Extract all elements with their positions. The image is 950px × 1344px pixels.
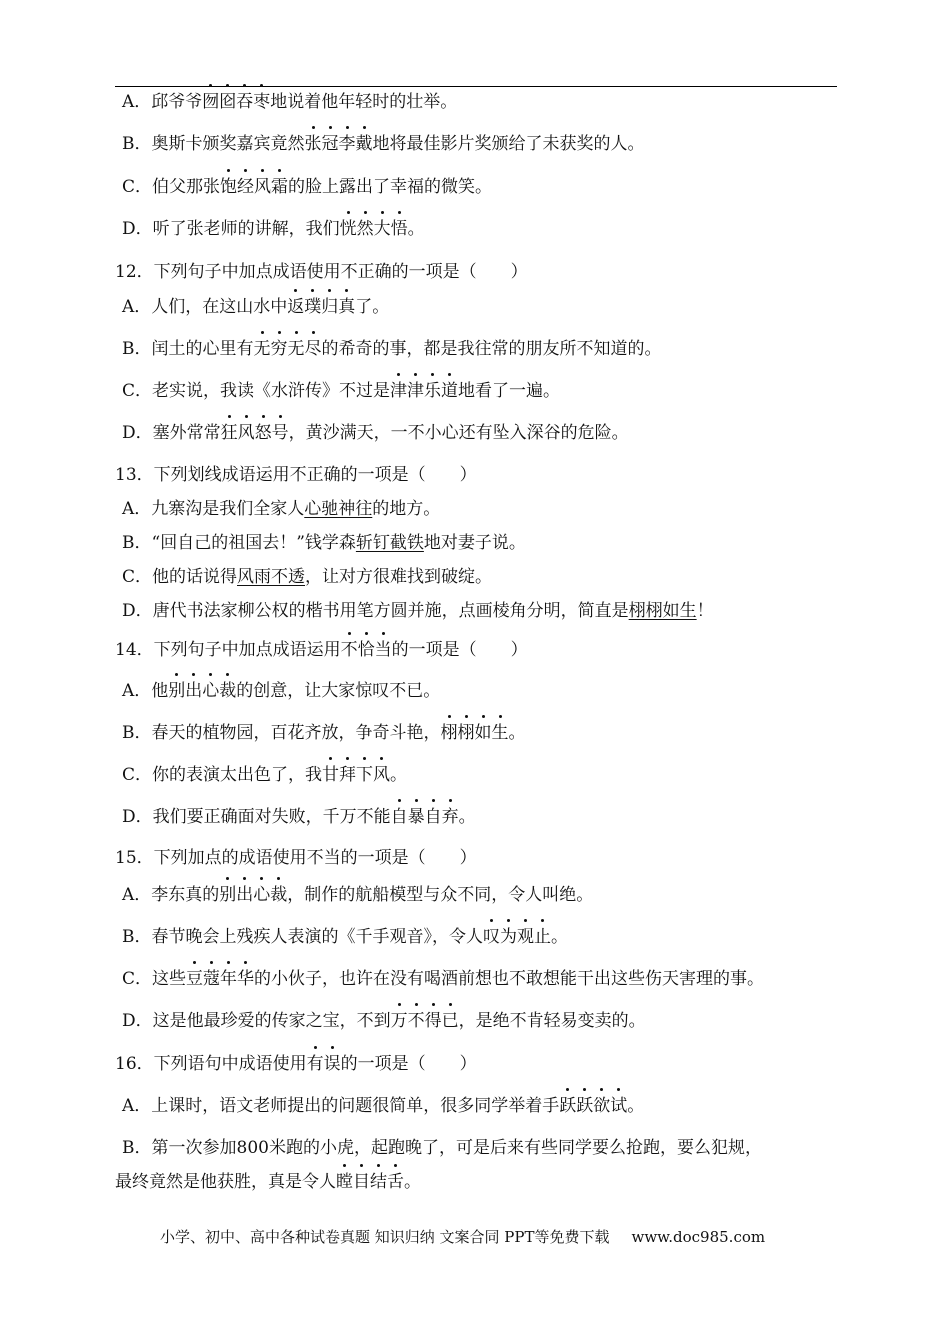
option-text: 他的话说得: [152, 567, 238, 587]
option-text: 地看了一遍。: [458, 381, 561, 401]
option-q15-0: [122, 883, 852, 907]
dotted-idiom-char: 号: [271, 423, 289, 443]
option-q12-0: [122, 295, 852, 319]
option-text: 塞外常常: [152, 423, 221, 443]
option-text: 的脸上露出了幸福的微笑。: [288, 177, 493, 197]
dotted-idiom-char: 李: [338, 134, 356, 154]
dotted-idiom-char: 无: [287, 339, 305, 359]
option-label: C．: [122, 567, 153, 587]
option-text: 地对妻子说。: [423, 533, 526, 553]
option-text: 闰土的心里有: [151, 339, 254, 359]
option-text: ！: [696, 601, 714, 621]
dotted-idiom-char: 年: [220, 969, 238, 989]
option-text: 上课时，语文老师提出的问题很简单，很多同学举着手: [151, 1096, 560, 1116]
option-q14-2: [122, 763, 852, 787]
option-text: 。: [551, 927, 568, 947]
option-label: A．: [122, 885, 152, 905]
dotted-idiom-char: 豆: [186, 969, 204, 989]
footer-text: 小学、初中、高中各种试卷真题 知识归纳 文案合同 PPT等免费下载: [160, 1228, 610, 1246]
option-q15-1: [122, 925, 852, 949]
option-text: 最终竟然是他获胜，真是令人: [115, 1172, 336, 1192]
option-label: D．: [122, 1011, 153, 1031]
option-text: ，黄沙满天，一不小心还有坠入深谷的危险。: [288, 423, 629, 443]
dotted-idiom-char: 风: [373, 765, 391, 785]
option-q16-0: [122, 1094, 852, 1118]
dotted-idiom-char: 目: [353, 1172, 370, 1192]
dotted-idiom-char: 津: [407, 381, 425, 401]
option-text: 。: [390, 765, 408, 785]
option-q16-1: [122, 1136, 852, 1160]
option-q11-opts-0: [122, 90, 852, 114]
dotted-idiom-char: 拜: [339, 765, 357, 785]
dotted-idiom-char: 冠: [321, 134, 339, 154]
dotted-idiom-char: 别: [168, 681, 186, 701]
option-q11-opts-3: [122, 217, 852, 241]
dotted-idiom-char: 瞠: [336, 1172, 353, 1192]
option-label: A．: [122, 681, 152, 701]
dotted-idiom-char: 欲: [593, 1096, 611, 1116]
option-q13-2: [122, 565, 852, 589]
dotted-idiom-char: 自: [390, 807, 408, 827]
option-text: 我们要正确面对失败，千万不能: [152, 807, 391, 827]
dotted-idiom-char: 如: [474, 723, 492, 743]
option-label: D．: [122, 601, 153, 621]
dotted-idiom-char: 自: [424, 807, 442, 827]
dotted-idiom-char: 观: [517, 927, 534, 947]
dotted-idiom-char: 跃: [576, 1096, 594, 1116]
stem-text: 的一项是（ ）: [391, 640, 528, 660]
option-label: A．: [122, 297, 152, 317]
option-text: 。: [404, 1172, 421, 1192]
option-label: B．: [122, 339, 152, 359]
option-label: B．: [122, 1138, 152, 1158]
dotted-idiom-char: 蔻: [203, 969, 221, 989]
option-text: 地将最佳影片奖颁给了未获奖的人。: [372, 134, 645, 154]
stem-text: 16．下列语句中成语使用: [115, 1054, 307, 1074]
option-label: B．: [122, 533, 152, 553]
dotted-idiom-char: 戴: [355, 134, 373, 154]
footer-site: www.doc985.com: [631, 1228, 766, 1246]
dotted-idiom-char: 大: [373, 219, 391, 239]
dotted-idiom-char: 悟: [390, 219, 408, 239]
dotted-idiom-char: 弃: [441, 807, 459, 827]
dotted-idiom-char: 乐: [424, 381, 442, 401]
option-label: C．: [122, 765, 153, 785]
dotted-idiom-char: 风: [237, 423, 255, 443]
dotted-idiom-char: 跃: [559, 1096, 577, 1116]
option-label: D．: [122, 423, 153, 443]
stem-text: 14．下列句子中加点成语运用: [115, 640, 341, 660]
dotted-idiom-char: 然: [356, 219, 374, 239]
option-q14-1: [122, 721, 852, 745]
option-text: 春天的植物园，百花齐放，争奇斗艳，: [151, 723, 441, 743]
dotted-idiom-char: 不: [407, 1011, 425, 1031]
dotted-idiom-char: 真: [338, 297, 356, 317]
dotted-idiom-char: 心: [202, 681, 220, 701]
dotted-idiom-char: 风: [254, 177, 272, 197]
option-text: 的希奇的事，都是我往常的朋友所不知道的。: [321, 339, 662, 359]
dotted-idiom-char: 裁: [219, 681, 237, 701]
header-rule: [115, 86, 837, 87]
dotted-idiom-char: 霜: [271, 177, 289, 197]
dotted-idiom-char: 生: [491, 723, 509, 743]
option-text: 九寨沟是我们全家人: [151, 499, 305, 519]
option-text: 第一次参加800米跑的小虎，起跑晚了，可是后来有些同学要么抢跑，要么犯规，: [151, 1138, 762, 1158]
dotted-idiom-char: 出: [185, 681, 203, 701]
option-text: 人们，在这山水中: [151, 297, 288, 317]
option-text: 地说着他年轻时的壮举。: [270, 92, 458, 112]
dotted-idiom-char: 叹: [483, 927, 500, 947]
question-stem-q16: [115, 1052, 845, 1076]
option-label: C．: [122, 177, 153, 197]
dotted-idiom-char: 津: [390, 381, 408, 401]
option-label: D．: [122, 219, 153, 239]
dotted-idiom-char: 华: [237, 969, 255, 989]
option-q13-3: [122, 599, 852, 623]
dotted-idiom-char: 得: [424, 1011, 442, 1031]
dotted-idiom-char: 心: [253, 885, 271, 905]
option-text: 的小伙子，也许在没有喝酒前想也不敢想能干出这些伤天害理的事。: [254, 969, 765, 989]
option-q11-opts-2: [122, 175, 852, 199]
dotted-idiom-char: 张: [304, 134, 322, 154]
dotted-idiom-char: 狂: [220, 423, 238, 443]
option-text: 。: [458, 807, 476, 827]
underlined-idiom: 栩栩如生: [628, 601, 697, 621]
option-text: 的地方。: [372, 499, 441, 519]
option-text: 春节晚会上残疾人表演的《千手观音》，令人: [151, 927, 483, 947]
dotted-idiom-char: 恍: [339, 219, 357, 239]
question-stem-q14: [115, 638, 845, 662]
option-text: 老实说，我读《水浒传》不过是: [152, 381, 391, 401]
option-q15-2: [122, 967, 852, 991]
question-stem-q13: 13．下列划线成语运用不正确的一项是（ ）: [115, 465, 477, 485]
stem-text: 的一项是（ ）: [340, 1054, 477, 1074]
dotted-idiom-char: 为: [500, 927, 517, 947]
underlined-idiom: 斩钉截铁: [355, 533, 424, 553]
option-label: D．: [122, 807, 153, 827]
dotted-idiom-char: 别: [219, 885, 237, 905]
dotted-idiom-char: 吞: [236, 92, 254, 112]
option-q14-3: [122, 805, 852, 829]
underlined-idiom: 心驰神往: [304, 499, 373, 519]
question-stem-q15: 15．下列加点的成语使用不当的一项是（ ）: [115, 848, 477, 868]
option-label: A．: [122, 92, 152, 112]
dotted-idiom-char: 穷: [270, 339, 288, 359]
dotted-idiom-char: 璞: [304, 297, 322, 317]
option-label: A．: [122, 499, 152, 519]
dotted-idiom-char: 下: [356, 765, 374, 785]
dotted-idiom-char: 归: [321, 297, 339, 317]
dotted-idiom-char: 囫: [202, 92, 220, 112]
option-text: 李东真的: [151, 885, 220, 905]
dotted-idiom-char: 结: [370, 1172, 387, 1192]
option-text: 。: [508, 723, 526, 743]
dotted-idiom-char: 万: [390, 1011, 408, 1031]
option-text: 奥斯卡颁奖嘉宾竟然: [151, 134, 305, 154]
dotted-idiom-char: 栩: [440, 723, 458, 743]
dotted-idiom-char: 道: [441, 381, 459, 401]
option-text: 伯父那张: [152, 177, 221, 197]
dotted-idiom-char: 暴: [407, 807, 425, 827]
option-label: C．: [122, 381, 153, 401]
option-text: 他: [151, 681, 169, 701]
option-text: 的创意，让大家惊叹不已。: [236, 681, 441, 701]
dotted-char: 误: [323, 1054, 341, 1074]
dotted-char: 恰: [357, 640, 375, 660]
dotted-idiom-char: 经: [237, 177, 255, 197]
option-q12-3: [122, 421, 852, 445]
option-text: ，制作的航船模型与众不同，令人叫绝。: [287, 885, 594, 905]
dotted-idiom-char: 囵: [219, 92, 237, 112]
dotted-idiom-char: 怒: [254, 423, 272, 443]
dotted-char: 有: [306, 1054, 324, 1074]
dotted-idiom-char: 枣: [253, 92, 271, 112]
option-q11-opts-1: [122, 132, 852, 156]
dotted-idiom-char: 甘: [322, 765, 340, 785]
option-q14-0: [122, 679, 852, 703]
option-text: “回自己的祖国去！”钱学森: [151, 533, 356, 553]
dotted-idiom-char: 尽: [304, 339, 322, 359]
dotted-idiom-char: 裁: [270, 885, 288, 905]
option-text: 听了张老师的讲解，我们: [152, 219, 340, 239]
option-q16-2: [115, 1170, 845, 1194]
option-label: B．: [122, 927, 152, 947]
dotted-char: 当: [374, 640, 392, 660]
dotted-idiom-char: 栩: [457, 723, 475, 743]
option-label: A．: [122, 1096, 152, 1116]
option-q13-1: [122, 531, 852, 555]
dotted-idiom-char: 已: [441, 1011, 459, 1031]
question-stem-q12: 12．下列句子中加点成语使用不正确的一项是（ ）: [115, 262, 528, 282]
option-label: B．: [122, 723, 152, 743]
option-text: ，是绝不肯轻易变卖的。: [458, 1011, 646, 1031]
option-q12-2: [122, 379, 852, 403]
dotted-char: 不: [340, 640, 358, 660]
underlined-idiom: 风雨不透: [237, 567, 306, 587]
page-footer: [160, 1226, 765, 1248]
option-q12-1: [122, 337, 852, 361]
dotted-idiom-char: 舌: [387, 1172, 404, 1192]
dotted-idiom-char: 试: [610, 1096, 628, 1116]
option-text: ，让对方很难找到破绽。: [305, 567, 493, 587]
dotted-idiom-char: 出: [236, 885, 254, 905]
option-text: 唐代书法家柳公权的楷书用笔方圆并施，点画棱角分明，简直是: [152, 601, 629, 621]
option-label: C．: [122, 969, 153, 989]
dotted-idiom-char: 止: [534, 927, 551, 947]
option-q15-3: [122, 1009, 852, 1033]
dotted-idiom-char: 返: [287, 297, 305, 317]
option-text: 了。: [355, 297, 390, 317]
option-label: B．: [122, 134, 152, 154]
option-q13-0: [122, 497, 852, 521]
option-text: 。: [407, 219, 425, 239]
dotted-idiom-char: 饱: [220, 177, 238, 197]
option-text: 。: [627, 1096, 645, 1116]
option-text: 你的表演太出色了，我: [152, 765, 323, 785]
dotted-idiom-char: 无: [253, 339, 271, 359]
option-text: 这是他最珍爱的传家之宝，不到: [152, 1011, 391, 1031]
option-text: 这些: [152, 969, 187, 989]
option-text: 邱爷爷: [151, 92, 203, 112]
